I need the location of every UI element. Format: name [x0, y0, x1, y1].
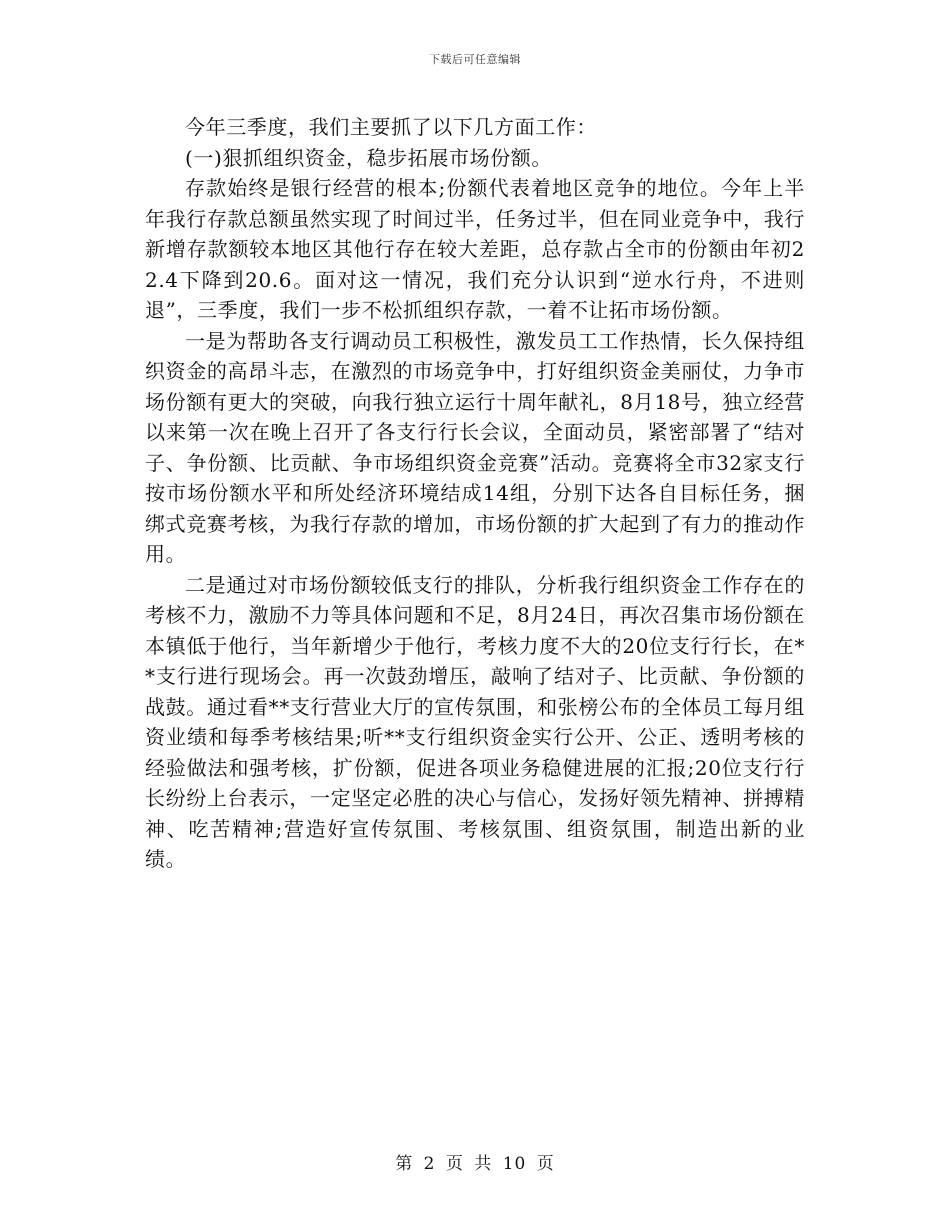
page-header: 下载后可任意编辑 [429, 53, 521, 66]
paragraph-point-one: 一是为帮助各支行调动员工积极性，激发员工工作热情，长久保持组织资金的高昂斗志，在激烈的市场竞争中，打好组织资金美丽仗，力争市场份额有更大的突破，向我行独立运行十周年献礼，8月18号，独立经营以来第一次在晚上召开了各支行行长会议，全面动员，紧密部署了“结对子、争份额、比贡献、争市场组织资金竞赛”活动。竞赛将全市32家支行按市场份额水平和所处经济环境结成14组，分别下达各自目标任务，捆绑式竞赛考核，为我行存款的增加，市场份额的扩大起到了有力的推动作用。 [145, 328, 805, 566]
paragraph-intro: 今年三季度，我们主要抓了以下几方面工作： [185, 115, 597, 139]
paragraph-section-heading: (一)狠抓组织资金，稳步拓展市场份额。 [185, 145, 553, 170]
document-body [145, 112, 805, 875]
page-footer: 第 2 页 共 10 页 [395, 1154, 555, 1174]
paragraph-point-two: 二是通过对市场份额较低支行的排队，分析我行组织资金工作存在的考核不力，激励不力等具体问题和不足，8月24日，再次召集市场份额在本镇低于他行，当年新增少于他行，考核力度不大的20位支行行长，在**支行进行现场会。再一次鼓劲增压，敲响了结对子、比贡献、争份额的战鼓。通过看**支行营业大厅的宣传氛围，和张榜公布的全体员工每月组资业绩和每季考核结果;听**支行组织资金实行公开、公正、透明考核的经验做法和强考核，扩份额，促进各项业务稳健进展的汇报;20位支行行长纷纷上台表示，一定坚定必胜的决心与信心，发扬好领先精神、拼搏精神、吃苦精神;营造好宣传氛围、考核氛围、组资氛围，制造出新的业绩。 [145, 572, 805, 871]
paragraph-deposits: 存款始终是银行经营的根本;份额代表着地区竞争的地位。今年上半年我行存款总额虽然实现了时间过半，任务过半，但在同业竞争中，我行新增存款额较本地区其他行存在较大差距，总存款占全市的份额由年初22.4下降到20.6。面对这一情况，我们充分认识到“逆水行舟，不进则退”，三季度，我们一步不松抓组织存款，一着不让拓市场份额。 [145, 176, 805, 322]
